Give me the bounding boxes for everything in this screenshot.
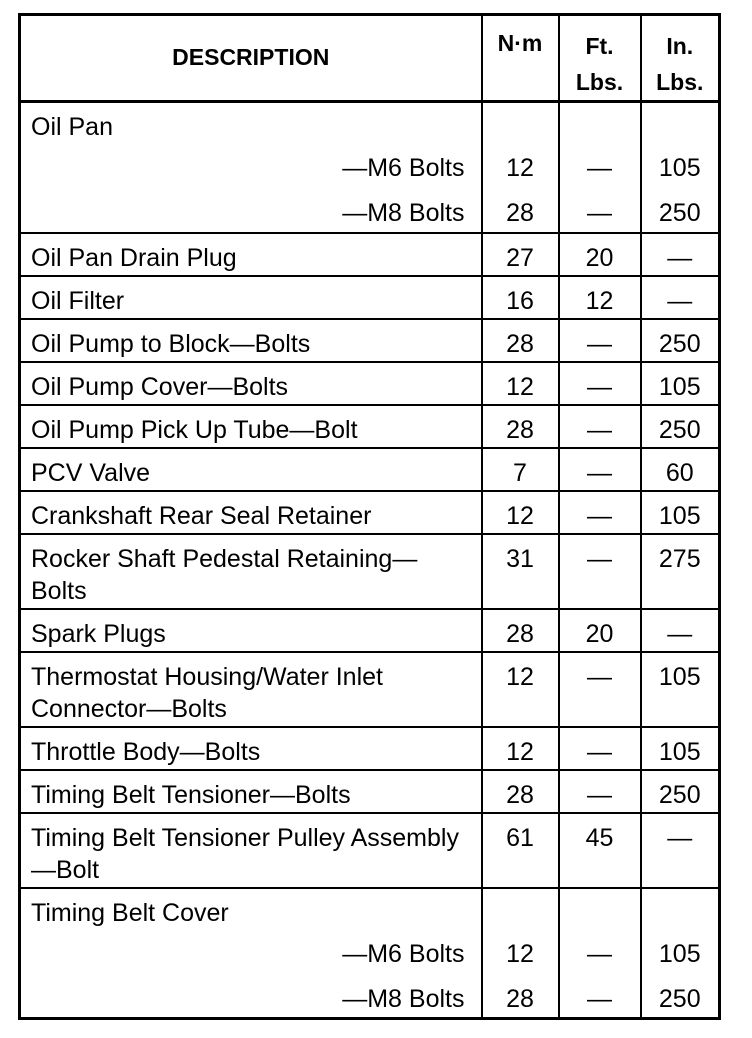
row-description: Oil Pan	[20, 102, 482, 144]
table-row	[20, 727, 720, 770]
row-in-lbs: 250	[641, 319, 720, 362]
row-description: Timing Belt Tensioner Pulley Assembly—Bolt	[20, 813, 482, 888]
row-nm: 16	[482, 276, 559, 319]
row-nm: 28	[482, 189, 559, 233]
table-row	[20, 102, 720, 144]
table-row	[20, 405, 720, 448]
row-ft-lbs	[559, 888, 641, 930]
row-description: Oil Pan Drain Plug	[20, 233, 482, 276]
row-in-lbs: 105	[641, 652, 720, 727]
row-nm: 12	[482, 491, 559, 534]
table-row	[20, 144, 720, 189]
table-row	[20, 975, 720, 1019]
row-nm: 12	[482, 727, 559, 770]
row-nm: 7	[482, 448, 559, 491]
table-row	[20, 319, 720, 362]
row-in-lbs	[641, 888, 720, 930]
table-row	[20, 534, 720, 609]
row-nm	[482, 102, 559, 144]
table-row	[20, 888, 720, 930]
row-description: Thermostat Housing/Water Inlet Connector—Bolts	[20, 652, 482, 727]
table-row	[20, 189, 720, 233]
table-row	[20, 930, 720, 975]
row-nm: 12	[482, 930, 559, 975]
table-row	[20, 652, 720, 727]
row-in-lbs: 250	[641, 405, 720, 448]
header-ft-lbs	[559, 15, 641, 102]
row-in-lbs: 250	[641, 189, 720, 233]
row-description: Oil Pump to Block—Bolts	[20, 319, 482, 362]
row-in-lbs: —	[641, 233, 720, 276]
table-row	[20, 448, 720, 491]
row-nm: 12	[482, 144, 559, 189]
row-description: Timing Belt Cover	[20, 888, 482, 930]
table-row	[20, 491, 720, 534]
row-nm: 31	[482, 534, 559, 609]
header-description: DESCRIPTION	[20, 15, 482, 102]
header-nm: N·m	[482, 15, 559, 102]
row-ft-lbs: —	[559, 770, 641, 813]
row-in-lbs: 105	[641, 362, 720, 405]
row-ft-lbs	[559, 102, 641, 144]
row-nm: 28	[482, 319, 559, 362]
row-nm: 28	[482, 609, 559, 652]
header-ft-lbs-line2: Lbs.	[575, 69, 624, 95]
row-ft-lbs: —	[559, 491, 641, 534]
header-in-lbs-line2: Lbs.	[656, 69, 704, 95]
row-nm: 28	[482, 405, 559, 448]
row-nm: 27	[482, 233, 559, 276]
row-ft-lbs: —	[559, 405, 641, 448]
row-description: —M8 Bolts	[20, 189, 482, 233]
header-in-lbs-line1: In.	[666, 33, 694, 59]
row-in-lbs: 60	[641, 448, 720, 491]
row-ft-lbs: —	[559, 144, 641, 189]
row-ft-lbs: 20	[559, 609, 641, 652]
header-ft-lbs-line1: Ft.	[585, 33, 614, 59]
row-nm: 28	[482, 770, 559, 813]
row-description: Spark Plugs	[20, 609, 482, 652]
row-nm: 28	[482, 975, 559, 1019]
header-row	[20, 15, 720, 102]
row-ft-lbs: —	[559, 534, 641, 609]
row-ft-lbs: —	[559, 930, 641, 975]
row-ft-lbs: —	[559, 727, 641, 770]
table-row	[20, 813, 720, 888]
row-description: Crankshaft Rear Seal Retainer	[20, 491, 482, 534]
row-ft-lbs: —	[559, 362, 641, 405]
row-description: Oil Pump Cover—Bolts	[20, 362, 482, 405]
row-ft-lbs: 45	[559, 813, 641, 888]
table-row	[20, 233, 720, 276]
row-description: Oil Pump Pick Up Tube—Bolt	[20, 405, 482, 448]
row-description: Timing Belt Tensioner—Bolts	[20, 770, 482, 813]
torque-specifications-table	[18, 13, 721, 1020]
row-description: PCV Valve	[20, 448, 482, 491]
row-in-lbs: 250	[641, 975, 720, 1019]
row-ft-lbs: —	[559, 189, 641, 233]
row-ft-lbs: —	[559, 652, 641, 727]
row-nm: 12	[482, 362, 559, 405]
row-nm: 61	[482, 813, 559, 888]
row-ft-lbs: 20	[559, 233, 641, 276]
row-in-lbs: —	[641, 813, 720, 888]
row-in-lbs: —	[641, 609, 720, 652]
row-in-lbs	[641, 102, 720, 144]
row-description: —M6 Bolts	[20, 144, 482, 189]
table-row	[20, 770, 720, 813]
header-in-lbs	[641, 15, 720, 102]
row-ft-lbs: 12	[559, 276, 641, 319]
row-ft-lbs: —	[559, 975, 641, 1019]
row-in-lbs: 250	[641, 770, 720, 813]
row-in-lbs: 105	[641, 930, 720, 975]
row-description: Rocker Shaft Pedestal Retaining—Bolts	[20, 534, 482, 609]
row-ft-lbs: —	[559, 319, 641, 362]
row-in-lbs: —	[641, 276, 720, 319]
row-nm: 12	[482, 652, 559, 727]
row-in-lbs: 105	[641, 144, 720, 189]
row-description: —M6 Bolts	[20, 930, 482, 975]
table-row	[20, 362, 720, 405]
row-description: —M8 Bolts	[20, 975, 482, 1019]
row-description: Oil Filter	[20, 276, 482, 319]
table-row	[20, 609, 720, 652]
table-row	[20, 276, 720, 319]
row-in-lbs: 275	[641, 534, 720, 609]
row-ft-lbs: —	[559, 448, 641, 491]
row-in-lbs: 105	[641, 491, 720, 534]
row-nm	[482, 888, 559, 930]
row-in-lbs: 105	[641, 727, 720, 770]
row-description: Throttle Body—Bolts	[20, 727, 482, 770]
